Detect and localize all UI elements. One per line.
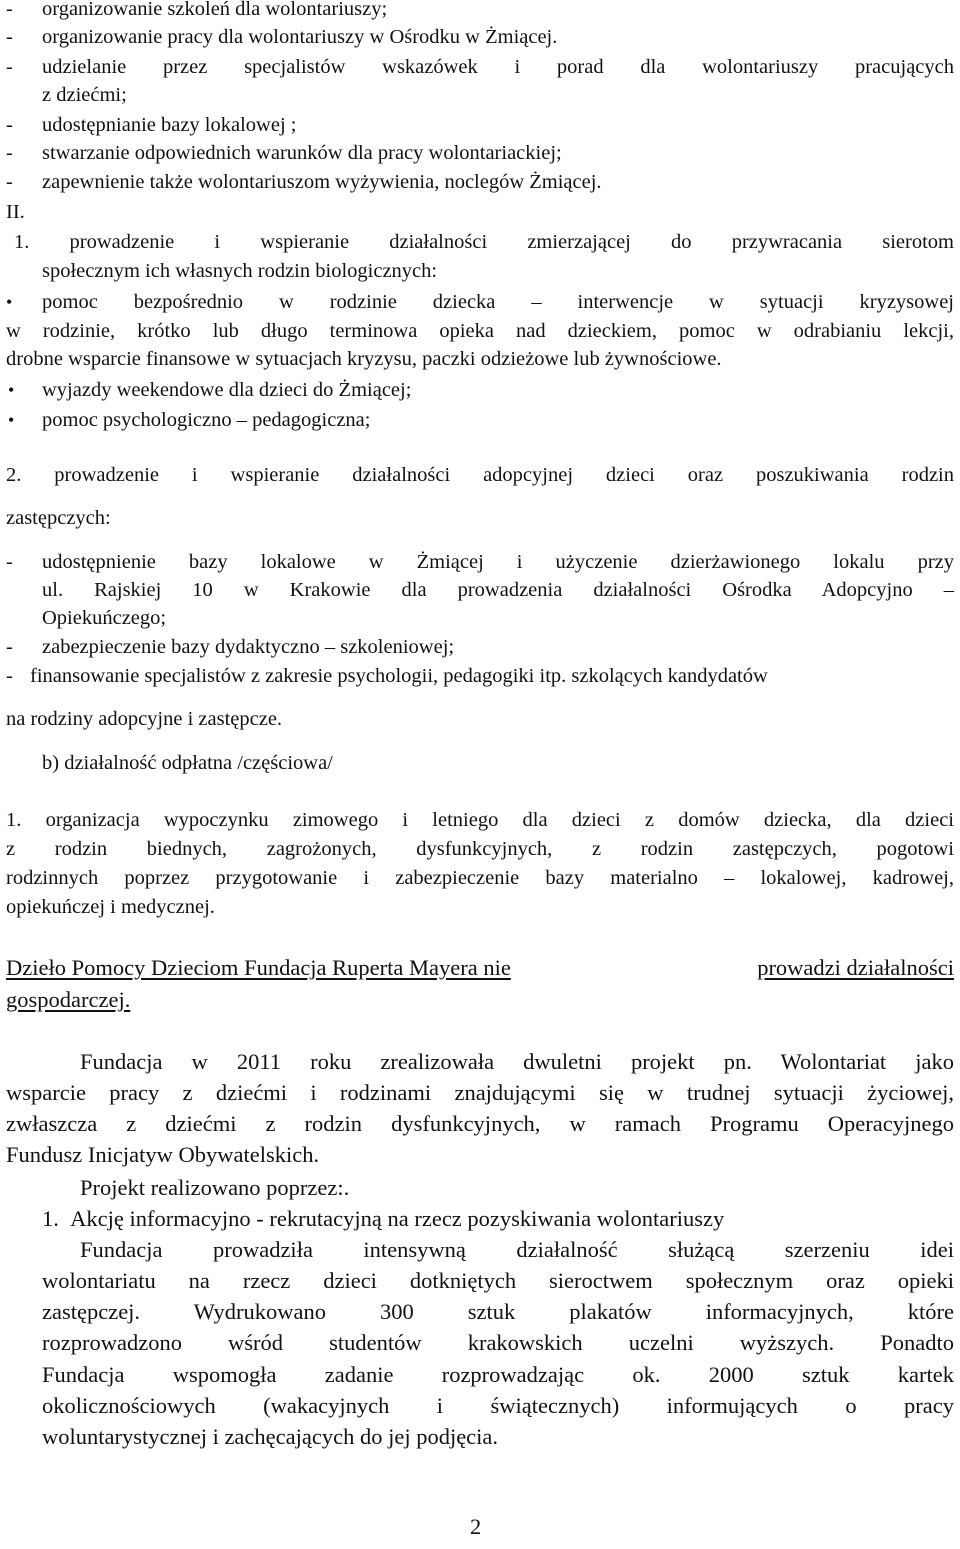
list-item-continuation: ul. Rajskiej 10 w Krakowie dla prowadzenia działalności Ośrodka Adopcyjno – [42, 579, 954, 601]
statement: Dzieło Pomocy Dzieciom Fundacja Ruperta Mayera nie prowadzi działalności [6, 955, 954, 980]
paragraph-line: rodzinnych poprzez przygotowanie i zabezpieczenie bazy materialno – lokalowej, kadrowej, [6, 867, 954, 889]
statement: gospodarczej. [6, 987, 131, 1012]
subsection-heading: b) działalność odpłatna /częściowa/ [42, 752, 333, 774]
paragraph-line: 1. organizacja wypoczynku zimowego i letniego dla dzieci z domów dziecka, dla dzieci [6, 809, 954, 831]
paragraph-line: Fundacja prowadziła intensywną działalność służącą szerzeniu idei [80, 1237, 954, 1262]
paragraph-line: woluntarystycznej i zachęcających do jej podjęcia. [42, 1424, 499, 1449]
bullet-continuation: w rodzinie, krótko lub długo terminowa opieka nad dzieckiem, pomoc w odrabianiu lekcji, [6, 320, 954, 342]
paragraph-line: rozprowadzono wśród studentów krakowskich uczelni wyższych. Ponadto [42, 1330, 954, 1355]
numbered-item: 1. prowadzenie i wspieranie działalności zmierzającej do przywracania sierotom [14, 231, 954, 253]
list-item-continuation: Opiekuńczego; [42, 607, 167, 629]
paragraph-line: Fundacja wspomogła zadanie rozprowadzając ok. 2000 sztuk kartek [42, 1362, 954, 1387]
numbered-item-continuation: zastępczych: [6, 507, 111, 529]
numbered-item-continuation: społecznym ich własnych rodzin biologicznych: [42, 260, 438, 282]
bullet-continuation: drobne wsparcie finansowe w sytuacjach kryzysu, paczki odzieżowe lub żywnościowe. [6, 348, 722, 370]
list-item-continuation: na rodziny adopcyjne i zastępcze. [6, 708, 283, 730]
paragraph-line: zwłaszcza z dziećmi z rodzin dysfunkcyjnych, w ramach Programu Operacyjnego [6, 1111, 954, 1136]
paragraph-line: Fundusz Inicjatyw Obywatelskich. [6, 1142, 320, 1167]
paragraph-line: okolicznościowych (wakacyjnych i świątecznych) informujących o pracy [42, 1393, 954, 1418]
paragraph-line: Fundacja w 2011 roku zrealizowała dwuletni projekt pn. Wolontariat jako [80, 1049, 954, 1074]
section-heading: II. [6, 201, 25, 223]
paragraph-line: wolontariatu na rzecz dzieci dotkniętych sieroctwem społecznym oraz opieki [42, 1268, 954, 1293]
document-page: - organizowanie szkoleń dla wolontariuszy; - organizowanie pracy dla wolontariuszy w Ośrodku w Żmiącej. - udzielanie przez specjalistów wskazówek i porad dla wolontariuszy pracujących z dziećmi; - udostępnianie bazy lokalowej ; - stwarzanie odpowiednich warunków dla pracy wolontariackiej; - zapewnienie także wolontariuszom wyżywienia, noclegów Żmiącej. II. 1. prowadzenie i wspieranie działalności zmierzającej do przywracania sierotom społecznym ich własnych rodzin biologicznych: • pomoc bezpośrednio w rodzinie dziecka – interwencje w sytuacji kryzysowej w rodzinie, krótko lub długo terminowa opieka nad dzieckiem, pomoc w odrabianiu lekcji, drobne wsparcie finansowe w sytuacjach kryzysu, paczki odzieżowe lub żywnościowe. • wyjazdy weekendowe dla dzieci do Żmiącej; • pomoc psychologiczno – pedagogiczna; 2. prowadzenie i wspieranie działalności adopcyjnej dzieci oraz poszukiwania rodzin zastępczych: - udostępnienie bazy lokalowe w Żmiącej i użyczenie dzierżawionego lokalu przy ul. Rajskiej 10 w Krakowie dla prowadzenia działalności Ośrodka Adopcyjno – Opiekuńczego; - zabezpieczenie bazy dydaktyczno – szkoleniowej; - finansowanie specjalistów z zakresie psychologii, pedagogiki itp. szkolących kandydatów na rodziny adopcyjne i zastępcze. b) działalność odpłatna /częściowa/ 1. organizacja wypoczynku zimowego i letniego dla dzieci z domów dziecka, dla dzieci z rodzin biednych, zagrożonych, dysfunkcyjnych, z rodzin zastępczych, pogotowi rodzinnych poprzez przygotowanie i zabezpieczenie bazy materialno – lokalowej, kadrowej, opiekuńczej i medycznej. Dzieło Pomocy Dzieciom Fundacja Ruperta Mayera nie prowadzi działalności gospodarczej. Fundacja w 2011 roku zrealizowała dwuletni projekt pn. Wolontariat jako wsparcie pracy z dziećmi i rodzinami znajdującymi się w trudnej sytuacji życiowej, zwłaszcza z dziećmi z rodzin dysfunkcyjnych, w ramach Programu Operacyjnego Fundusz Inicjatyw Obywatelskich. Projekt realizowano poprzez:. 1. Akcję informacyjno - rekrutacyjną na rzecz pozyskiwania wolontariuszy Fundacja prowadziła intensywną działalność służącą szerzeniu idei wolontariatu na rzecz dzieci dotkniętych sieroctwem społecznym oraz opieki zastępczej. Wydrukowano 300 sztuk plakatów informacyjnych, które rozprowadzono wśród studentów krakowskich uczelni wyższych. Ponadto Fundacja wspomogła zadanie rozprowadzając ok. 2000 sztuk kartek okolicznościowych (wakacyjnych i świątecznych) informujących o pracy woluntarystycznej i zachęcających do jej podjęcia. 2 [0, 0, 960, 1549]
numbered-item: 1. Akcję informacyjno - rekrutacyjną na rzecz pozyskiwania wolontariuszy [42, 1206, 725, 1231]
numbered-item: 2. prowadzenie i wspieranie działalności adopcyjnej dzieci oraz poszukiwania rodzin [6, 464, 954, 486]
paragraph-line: Projekt realizowano poprzez:. [80, 1175, 350, 1200]
paragraph-line: zastępczej. Wydrukowano 300 sztuk plakatów informacyjnych, które [42, 1299, 954, 1324]
paragraph-line: opiekuńczej i medycznej. [6, 896, 215, 918]
list-item: - udzielanie przez specjalistów wskazówek i porad dla wolontariuszy pracujących [6, 56, 954, 78]
bullet-item: • pomoc bezpośrednio w rodzinie dziecka – interwencje w sytuacji kryzysowej [6, 291, 954, 313]
list-item: - udostępnienie bazy lokalowe w Żmiącej i użyczenie dzierżawionego lokalu przy [6, 551, 954, 573]
paragraph-line: z rodzin biednych, zagrożonych, dysfunkcyjnych, z rodzin zastępczych, pogotowi [6, 838, 954, 860]
list-item-continuation: z dziećmi; [42, 84, 127, 106]
page-number: 2 [470, 1514, 482, 1539]
paragraph-line: wsparcie pracy z dziećmi i rodzinami znajdującymi się w trudnej sytuacji życiowej, [6, 1080, 954, 1105]
